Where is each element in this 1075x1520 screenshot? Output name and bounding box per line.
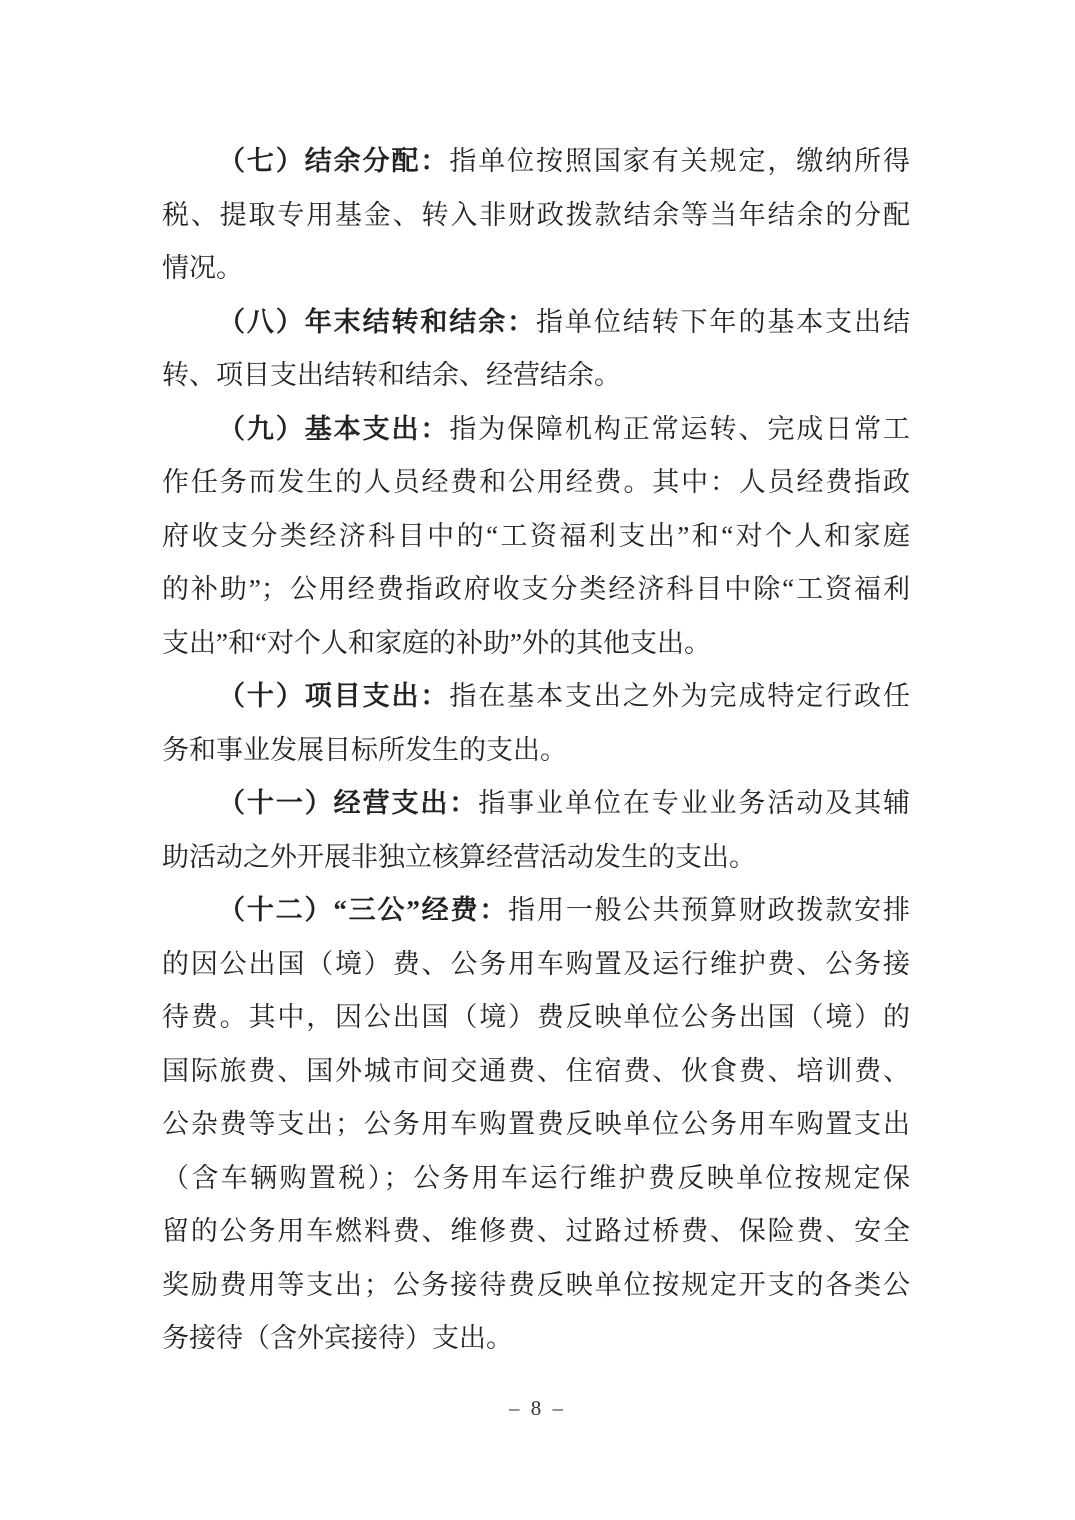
line-text: （含车辆购置税）；公务用车运行维护费反映单位按规定保 (162, 1162, 910, 1193)
text-line (162, 349, 910, 403)
text-line (162, 884, 910, 938)
line-text: 助活动之外开展非独立核算经营活动发生的支出。 (162, 841, 756, 872)
text-line (162, 1098, 910, 1152)
line-text: 待费。其中，因公出国（境）费反映单位公务出国（境）的 (162, 1002, 910, 1032)
text-block (162, 135, 910, 1366)
text-line (162, 991, 910, 1045)
clause-heading: （七）结余分配： (218, 146, 450, 176)
text-line (162, 510, 910, 564)
text-line (162, 724, 910, 778)
page-number: – 8 – (509, 1396, 566, 1420)
line-text: 情况。 (162, 253, 243, 283)
line-text: 府收支分类经济科目中的“工资福利支出”和“对个人和家庭 (162, 520, 910, 551)
line-text: 转、项目支出结转和结余、经营结余。 (162, 360, 621, 390)
line-text: 支出”和“对个人和家庭的补助”外的其他支出。 (162, 627, 711, 658)
text-line (162, 1152, 910, 1206)
text-line (162, 1259, 910, 1313)
text-line (162, 1205, 910, 1259)
line-text: 务和事业发展目标所发生的支出。 (162, 734, 567, 765)
text-line (162, 135, 910, 189)
text-line (162, 831, 910, 885)
text-line (162, 670, 910, 724)
text-line (162, 242, 910, 296)
line-text: 留的公务用车燃料费、维修费、过路过桥费、保险费、安全 (162, 1216, 910, 1246)
text-line (162, 563, 910, 617)
text-line (162, 777, 910, 831)
text-line (162, 403, 910, 457)
text-line (162, 617, 910, 671)
clause-heading: （八）年末结转和结余： (218, 306, 537, 337)
text-line (162, 189, 910, 243)
clause-heading: （十一）经营支出： (218, 788, 479, 818)
line-text: 指单位按照国家有关规定，缴纳所得 (449, 146, 911, 176)
line-text: 奖励费用等支出；公务接待费反映单位按规定开支的各类公 (162, 1269, 910, 1300)
clause-heading: （九）基本支出： (218, 413, 450, 444)
line-text: 指用一般公共预算财政拨款安排 (508, 895, 911, 925)
line-text: 公杂费等支出；公务用车购置费反映单位公务用车购置支出 (162, 1109, 910, 1139)
line-text: 国际旅费、国外城市间交通费、住宿费、伙食费、培训费、 (162, 1055, 910, 1086)
text-line (162, 1045, 910, 1099)
line-text: 指为保障机构正常运转、完成日常工 (449, 413, 911, 444)
clause-heading: （十二）“三公”经费： (218, 895, 509, 925)
line-text: 税、提取专用基金、转入非财政拨款结余等当年结余的分配 (162, 199, 910, 230)
clause-heading: （十）项目支出： (218, 681, 450, 711)
line-text: 指单位结转下年的基本支出结 (536, 306, 911, 337)
line-text: 作任务而发生的人员经费和公用经费。其中：人员经费指政 (162, 467, 910, 497)
line-text: 的因公出国（境）费、公务用车购置及运行维护费、公务接 (162, 948, 910, 979)
text-line (162, 296, 910, 350)
line-text: 的补助”；公用经费指政府收支分类经济科目中除“工资福利 (162, 574, 910, 604)
line-text: 指事业单位在专业业务活动及其辅 (478, 788, 911, 818)
line-text: 指在基本支出之外为完成特定行政任 (449, 681, 911, 711)
text-line (162, 938, 910, 992)
text-line (162, 456, 910, 510)
text-line (162, 1312, 910, 1366)
line-text: 务接待（含外宾接待）支出。 (162, 1323, 513, 1353)
